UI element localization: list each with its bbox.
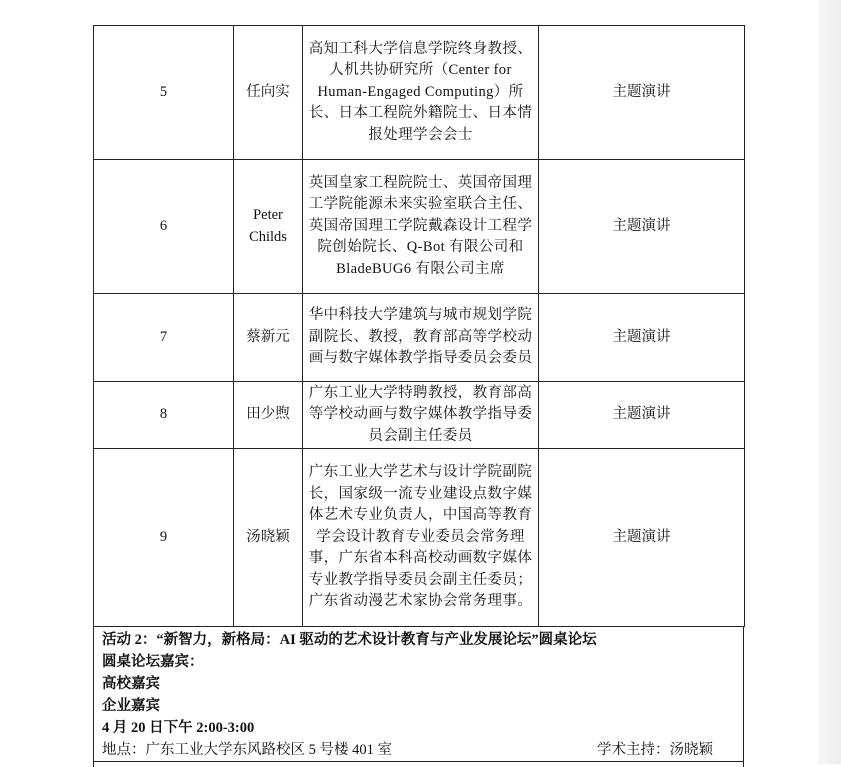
speaker-row (94, 294, 745, 382)
guests-label: 圆桌论坛嘉宾： (102, 654, 204, 670)
speaker-row (94, 26, 745, 160)
speaker-number: 7 (94, 294, 234, 382)
speaker-number: 5 (94, 26, 234, 160)
page-edge-shadow (818, 0, 841, 764)
speaker-name: Peter Childs (234, 160, 303, 294)
speaker-row (94, 160, 745, 294)
speaker-name: 蔡新元 (234, 294, 303, 382)
activity-time: 4 月 20 日下午 2:00-3:00 (102, 720, 255, 736)
speaker-name: 汤晓颖 (234, 449, 303, 627)
activity-section (93, 627, 744, 767)
enterprise-guests: 企业嘉宾 (102, 698, 160, 714)
activity-location: 地点：广东工业大学东风路校区 5 号楼 401 室 (102, 742, 392, 758)
speaker-bio: 华中科技大学建筑与城市规划学院副院长、教授，教育部高等学校动画与数字媒体教学指导委员会委员 (303, 294, 539, 382)
speaker-bio: 广东工业大学艺术与设计学院副院长，国家级一流专业建设点数字媒体艺术专业负责人，中国高等教育学会设计教育专业委员会常务理事，广东省本科高校动画数字媒体专业教学指导委员会副主任委员；广东省动漫艺术家协会常务理事。 (303, 449, 539, 627)
speaker-role: 主题演讲 (539, 294, 745, 382)
speaker-bio: 高知工科大学信息学院终身教授、人机共协研究所（Center for Human-Engaged Computing）所长、日本工程院外籍院士、日本情报处理学会会士 (303, 26, 539, 160)
speaker-number: 9 (94, 449, 234, 627)
speaker-role: 主题演讲 (539, 26, 745, 160)
speaker-role: 主题演讲 (539, 382, 745, 449)
university-guests: 高校嘉宾 (102, 676, 160, 692)
speaker-row (94, 449, 745, 627)
speaker-number: 8 (94, 382, 234, 449)
location-line (102, 739, 743, 761)
speaker-bio: 英国皇家工程院院士、英国帝国理工学院能源未来实验室联合主任、英国帝国理工学院戴森设计工程学院创始院长、Q-Bot 有限公司和 BladeBUG6 有限公司主席 (303, 160, 539, 294)
speaker-name: 任向实 (234, 26, 303, 160)
speaker-row (94, 382, 745, 449)
speaker-number: 6 (94, 160, 234, 294)
speaker-table (93, 25, 745, 627)
speaker-role: 主题演讲 (539, 160, 745, 294)
academic-host: 学术主持：汤晓颖 (597, 742, 713, 758)
speaker-name: 田少煦 (234, 382, 303, 449)
activity-title: 活动 2：“新智力，新格局：AI 驱动的艺术设计教育与产业发展论坛”圆桌论坛 (102, 632, 597, 648)
speaker-role: 主题演讲 (539, 449, 745, 627)
table-bottom-border (93, 761, 744, 762)
speaker-bio: 广东工业大学特聘教授，教育部高等学校动画与数字媒体教学指导委员会副主任委员 (303, 382, 539, 449)
